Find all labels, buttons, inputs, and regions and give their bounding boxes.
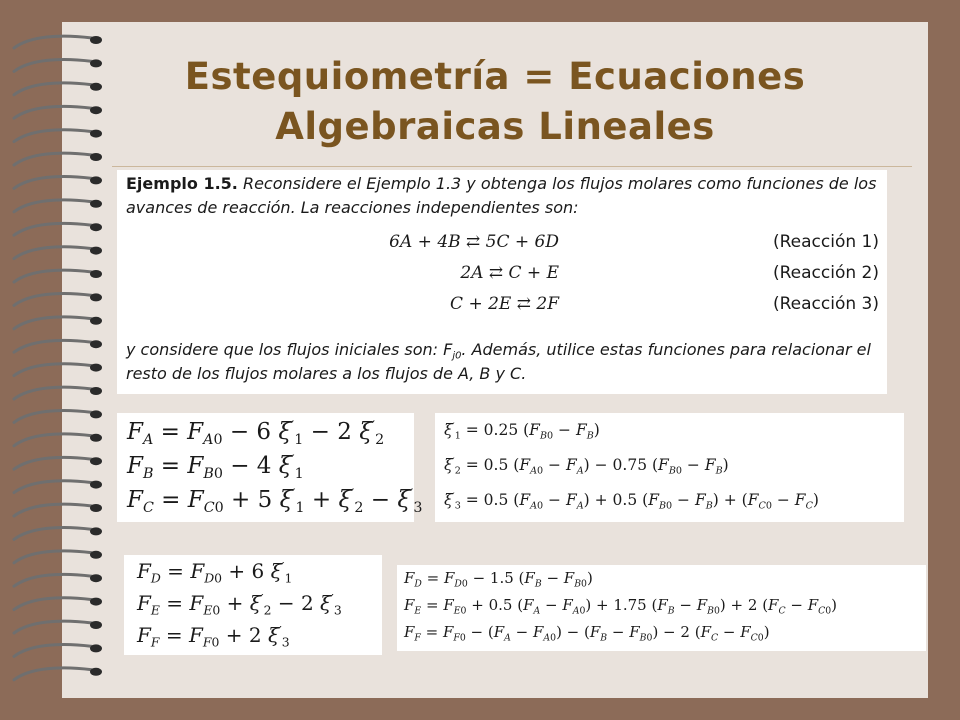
spiral-ring (14, 481, 102, 493)
spiral-ring (14, 527, 102, 539)
spiral-ring (14, 644, 102, 656)
problem-outro: y considere que los flujos iniciales son: $F_{j0}$. Además, utilice estas funciones para relacionar el resto de los flujos molares a los flujos de A, B y C. (126, 340, 871, 383)
problem-intro (126, 172, 884, 220)
spiral-ring (14, 317, 102, 329)
equation-fd-substituted: $F_D = F_{D0} - 1.5$ $(F_B - F_{B0})$ (404, 569, 593, 590)
spiral-ring (14, 574, 102, 586)
reaction-3 (117, 292, 887, 322)
spiral-ring (14, 36, 102, 48)
spiral-ring (14, 434, 102, 446)
example-label: Ejemplo 1.5. (126, 174, 238, 193)
equation-fe: $F_E = F_{E0} + \xi'_2 - 2$ $\xi'_3$ (137, 591, 342, 618)
reaction-tag: (Reacción 2) (772, 263, 879, 283)
equation-xi3: $\xi'_3 = 0.5$ $(F_{A0} - F_A) + 0.5$ $(F_{B0} - F_B) + (F_{C0} - F_C)$ (444, 491, 819, 512)
spiral-ring (14, 457, 102, 469)
reaction-2 (117, 261, 887, 291)
spiral-ring (14, 621, 102, 633)
spiral-ring (14, 387, 102, 399)
title-line-1: Estequiometría = Ecuaciones (184, 55, 806, 98)
spiral-ring (14, 247, 102, 259)
equation-fb: $F_B = F_{B0} - 4$ $\xi'_1$ (127, 453, 304, 482)
extent-equations (435, 413, 904, 522)
equation-fc: $F_C = F_{C0} + 5$ $\xi'_1 + \xi'_2 - \xi'_3$ (127, 487, 423, 516)
spiral-ring (14, 293, 102, 305)
spiral-ring (14, 223, 102, 235)
title-line-2: Algebraicas Lineales (275, 105, 715, 148)
spiral-ring (14, 504, 102, 516)
spiral-ring (14, 153, 102, 165)
reaction-tag: (Reacción 1) (772, 232, 879, 252)
problem-statement (117, 170, 887, 394)
equation-xi1: $\xi'_1 = 0.25$ $(F_{B0} - F_B)$ (444, 421, 600, 442)
reaction-equation: 2A ⇄ C + E (460, 263, 559, 283)
equation-ff: $F_F = F_{F0} + 2$ $\xi'_3$ (137, 623, 290, 650)
equation-fa: $F_A = F_{A0} - 6$ $\xi'_1 - 2$ $\xi'_2$ (127, 419, 385, 448)
reaction-1 (117, 230, 887, 260)
balance-equations (117, 413, 423, 522)
intro-text: Reconsidere el Ejemplo 1.3 y obtenga los flujos molares como funciones de los avances de reacción. La reacciones independientes son: (126, 174, 877, 217)
reaction-equation: 6A + 4B ⇄ 5C + 6D (389, 232, 559, 252)
title-divider (112, 166, 912, 167)
equation-fe-substituted: $F_E = F_{E0} + 0.5$ $(F_A - F_{A0}) + 1.75$ $(F_B - F_{B0}) + 2$ $(F_C - F_{C0})$ (404, 596, 838, 617)
spiral-ring (14, 364, 102, 376)
spiral-ring (14, 410, 102, 422)
spiral-ring (14, 200, 102, 212)
spiral-ring (14, 176, 102, 188)
spiral-ring (14, 551, 102, 563)
slide-title (62, 52, 928, 152)
equation-xi2: $\xi'_2 = 0.5$ $(F_{A0} - F_A) - 0.75$ $(F_{B0} - F_B)$ (444, 456, 729, 477)
dependent-equations (124, 555, 382, 655)
equation-fd: $F_D = F_{D0} + 6$ $\xi'_1$ (137, 559, 293, 586)
spiral-ring (14, 598, 102, 610)
equation-ff-substituted: $F_F = F_{F0} - (F_A - F_{A0}) - (F_B - F_{B0}) - 2$ $(F_C - F_{C0})$ (404, 623, 770, 644)
reaction-tag: (Reacción 3) (772, 294, 879, 314)
substituted-equations (397, 565, 926, 651)
spiral-ring (14, 668, 102, 680)
reaction-equation: C + 2E ⇄ 2F (450, 294, 559, 314)
spiral-ring (14, 270, 102, 282)
spiral-ring (14, 340, 102, 352)
